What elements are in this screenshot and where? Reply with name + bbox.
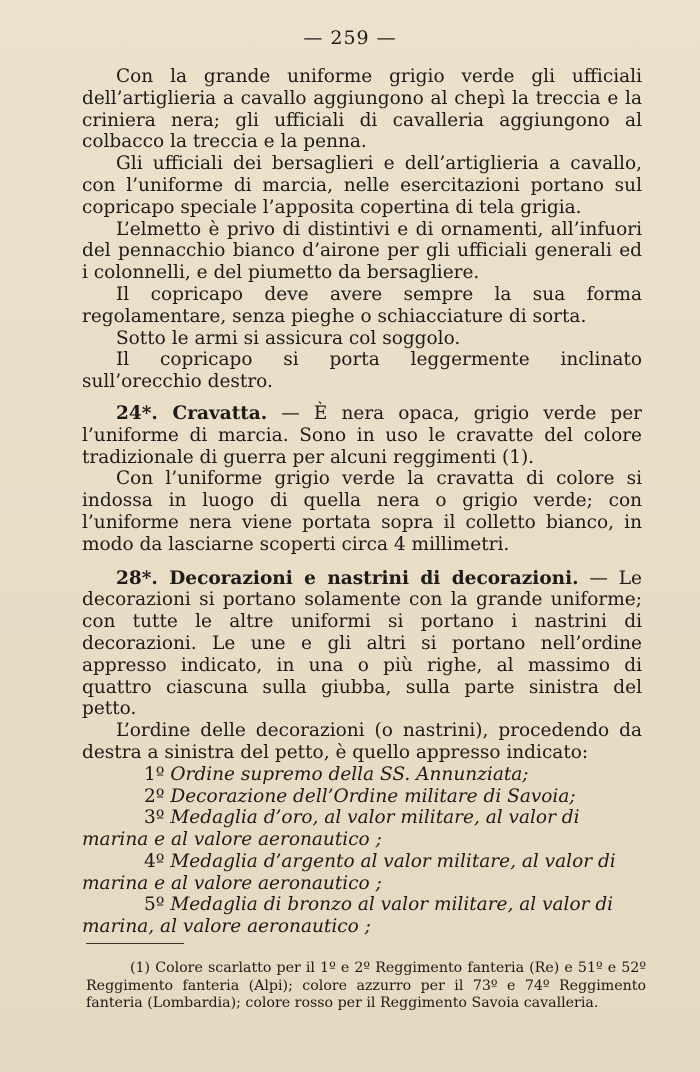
list-item xyxy=(82,807,642,851)
paragraph-copricapo-inclinato: Il copricapo si porta leggermente inclinato sull’orecchio destro. xyxy=(82,349,642,393)
page-number: — 259 — xyxy=(303,27,397,49)
section-28-heading: 28*. Decorazioni e nastrini di decorazioni. xyxy=(116,567,579,589)
list-item xyxy=(82,764,642,786)
list-item-text: Ordine supremo della SS. Annunziata; xyxy=(170,763,529,785)
list-item-number: 5º xyxy=(144,894,171,916)
list-item-number: 3º xyxy=(144,807,171,829)
paragraph-bersaglieri: Gli ufficiali dei bersaglieri e dell’artiglieria a cavallo, con l’uniforme di marcia, nelle esercitazioni portano sul copricapo speciale l’apposita copertina di tela grigia. xyxy=(82,153,642,218)
footnote-divider xyxy=(86,943,184,944)
list-item-text: Medaglia d’argento al valor militare, al valor di marina e al valore aeronautico ; xyxy=(82,850,616,894)
paragraph-elmetto: L’elmetto è privo di distintivi e di ornamenti, all’infuori del pennacchio bianco d’airone per gli ufficiali generali ed i colonnelli, e del piumetto da bersagliere. xyxy=(82,218,642,284)
list-item-text: Decorazione dell’Ordine militare di Savoia; xyxy=(170,785,576,807)
paragraph-grande-uniforme: Con la grande uniforme grigio verde gli ufficiali dell’artiglieria a cavallo aggiungono al chepì la treccia e la criniera nera; gli ufficiali di cavalleria aggiungono al colbacco la treccia e la penna. xyxy=(82,66,642,153)
decorations-list xyxy=(82,764,642,938)
list-item-number: 1º xyxy=(144,763,171,785)
section-24-text: — È nera opaca, grigio verde per l’uniforme di marcia. Sono in uso le cravatte del colore tradizionale di guerra per alcuni reggimenti (1). xyxy=(82,402,642,468)
paragraph-soggolo: Sotto le armi si assicura col soggolo. xyxy=(116,327,461,349)
section-24-heading: 24*. Cravatta. xyxy=(116,402,268,424)
section-24-paragraph-2: Con l’uniforme grigio verde la cravatta di colore si indossa in luogo di quella nera o grigio verde; con l’uniforme nera viene portata sopra il colletto bianco, in modo da lasciarne scoperti circa 4 millimetri. xyxy=(82,468,642,555)
list-item-text: Medaglia d’oro, al valor militare, al valor di marina e al valore aeronautico ; xyxy=(82,807,580,851)
paragraph-copricapo-forma: Il copricapo deve avere sempre la sua forma regolamentare, senza pieghe o schiacciature di sorta. xyxy=(82,283,642,327)
list-item xyxy=(82,786,642,808)
footnote: (1) Colore scarlatto per il 1º e 2º Reggimento fanteria (Re) e 51º e 52º Reggimento fanteria (Alpi); colore azzurro per il 73º e 74º Reggimento fanteria (Lombardia); colore rosso per il Reggimento Savoia cavalleria. xyxy=(86,960,646,1011)
section-24-cravatta xyxy=(82,403,642,468)
list-item-number: 2º xyxy=(144,785,171,807)
list-item-text: Medaglia di bronzo al valor militare, al valor di marina, al valore aeronautico ; xyxy=(82,894,614,938)
section-28-paragraph-2: L’ordine delle decorazioni (o nastrini), procedendo da destra a sinistra del petto, è quello appresso indicato: xyxy=(82,720,642,763)
list-item xyxy=(82,894,642,938)
list-item xyxy=(82,851,642,895)
section-28-decorazioni xyxy=(82,568,642,721)
list-item-number: 4º xyxy=(144,850,171,872)
page-body xyxy=(82,66,642,938)
section-28-text: — Le decorazioni si portano solamente con la grande uniforme; con tutte le altre uniformi si portano i nastrini di decorazioni. Le une e gli altri si portano nell’ordine appresso indicato, in una o più righe, al massimo di quattro ciascuna sulla giubba, sulla parte sinistra del petto. xyxy=(82,567,642,720)
